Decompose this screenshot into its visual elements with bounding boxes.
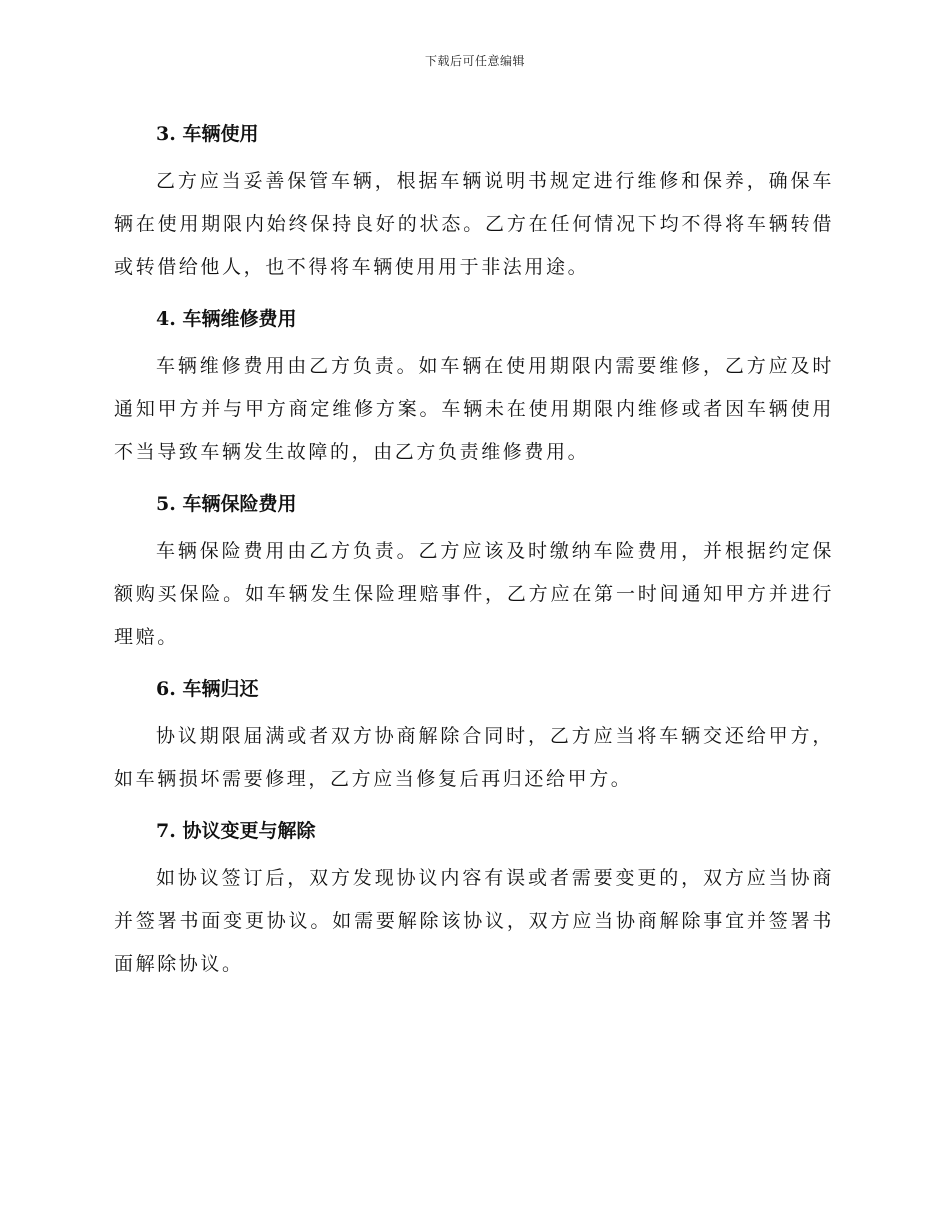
section-7 [114,811,834,986]
section-title: 4. 车辆维修费用 [156,308,297,330]
section-3 [114,114,834,289]
section-paragraph: 如协议签订后，双方发现协议内容有误或者需要变更的，双方应当协商并签署书面变更协议。如需要解除该协议，双方应当协商解除事宜并签署书面解除协议。 [114,867,834,975]
section-paragraph: 协议期限届满或者双方协商解除合同时，乙方应当将车辆交还给甲方，如车辆损坏需要修理，乙方应当修复后再归还给甲方。 [114,725,834,790]
section-title: 6. 车辆归还 [156,678,259,700]
section-title: 5. 车辆保险费用 [156,493,297,515]
section-paragraph: 乙方应当妥善保管车辆，根据车辆说明书规定进行维修和保养，确保车辆在使用期限内始终保持良好的状态。乙方在任何情况下均不得将车辆转借或转借给他人，也不得将车辆使用用于非法用途。 [114,170,834,278]
section-paragraph: 车辆维修费用由乙方负责。如车辆在使用期限内需要维修，乙方应及时通知甲方并与甲方商定维修方案。车辆未在使用期限内维修或者因车辆使用不当导致车辆发生故障的，由乙方负责维修费用。 [114,355,834,463]
section-5 [114,484,834,659]
section-title: 3. 车辆使用 [156,123,259,145]
section-6 [114,669,834,801]
section-4 [114,299,834,474]
page-header: 下载后可任意编辑 [424,54,525,68]
section-paragraph: 车辆保险费用由乙方负责。乙方应该及时缴纳车险费用，并根据约定保额购买保险。如车辆发生保险理赔事件，乙方应在第一时间通知甲方并进行理赔。 [114,540,834,648]
document-body [114,104,834,994]
section-title: 7. 协议变更与解除 [156,820,316,842]
